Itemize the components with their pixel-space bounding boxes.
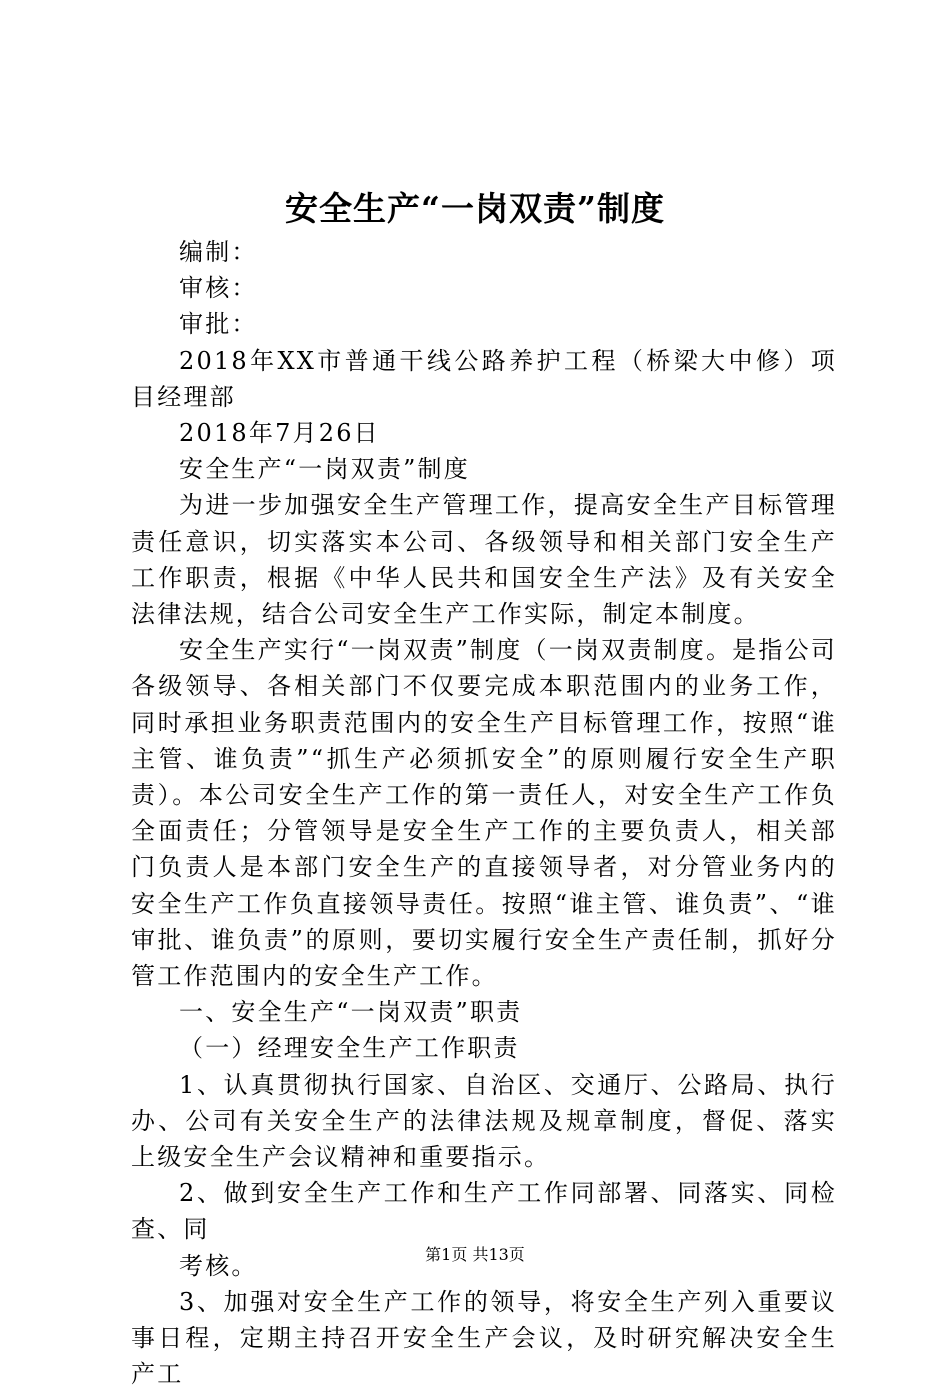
reviewer-line: 审核： (179, 274, 258, 303)
document-title: 安全生产“一岗双责”制度 (285, 189, 665, 228)
duty-item-2-continuation: 考核。 (179, 1251, 258, 1280)
duty-item-3: 3、加强对安全生产工作的领导，将安全生产列入重要议事日程，定期主持召开安全生产会议，及时研究解决安全生产工 (131, 1287, 837, 1389)
section-heading: 一、安全生产“一岗双责”职责 (179, 998, 523, 1027)
subtitle-line: 安全生产“一岗双责”制度 (179, 455, 470, 484)
intro-paragraph: 为进一步加强安全生产管理工作，提高安全生产目标管理责任意识，切实落实本公司、各级领导和相关部门安全生产工作职责，根据《中华人民共和国安全生产法》及有关安全法律法规，结合公司安全生产工作实际，制定本制度。 (131, 491, 837, 629)
page-number-footer: 第1页 共13页 (425, 1245, 525, 1264)
duty-item-2: 2、做到安全生产工作和生产工作同部署、同落实、同检查、同 (131, 1179, 837, 1244)
duty-item-1: 1、认真贯彻执行国家、自治区、交通厅、公路局、执行办、公司有关安全生产的法律法规及规章制度，督促、落实上级安全生产会议精神和重要指示。 (131, 1070, 837, 1172)
document-body (131, 234, 837, 1393)
subsection-heading: （一）经理安全生产工作职责 (179, 1034, 520, 1063)
approver-line: 审批： (179, 310, 258, 339)
date-line: 2018年7月26日 (179, 419, 380, 448)
definition-paragraph: 安全生产实行“一岗双责”制度（一岗双责制度。是指公司各级领导、各相关部门不仅要完成本职范围内的业务工作，同时承担业务职责范围内的安全生产目标管理工作，按照“谁主管、谁负责”“抓生产必须抓安全”的原则履行安全生产职责）。本公司安全生产工作的第一责任人，对安全生产工作负全面责任；分管领导是安全生产工作的主要负责人，相关部门负责人是本部门安全生产的直接领导者，对分管业务内的安全生产工作负直接领导责任。按照“谁主管、谁负责”、“谁审批、谁负责”的原则，要切实履行安全生产责任制，抓好分管工作范围内的安全生产工作。 (131, 636, 837, 991)
compiler-line: 编制： (179, 238, 258, 266)
organization-line: 2018年XX市普通干线公路养护工程（桥梁大中修）项目经理部 (131, 346, 837, 411)
